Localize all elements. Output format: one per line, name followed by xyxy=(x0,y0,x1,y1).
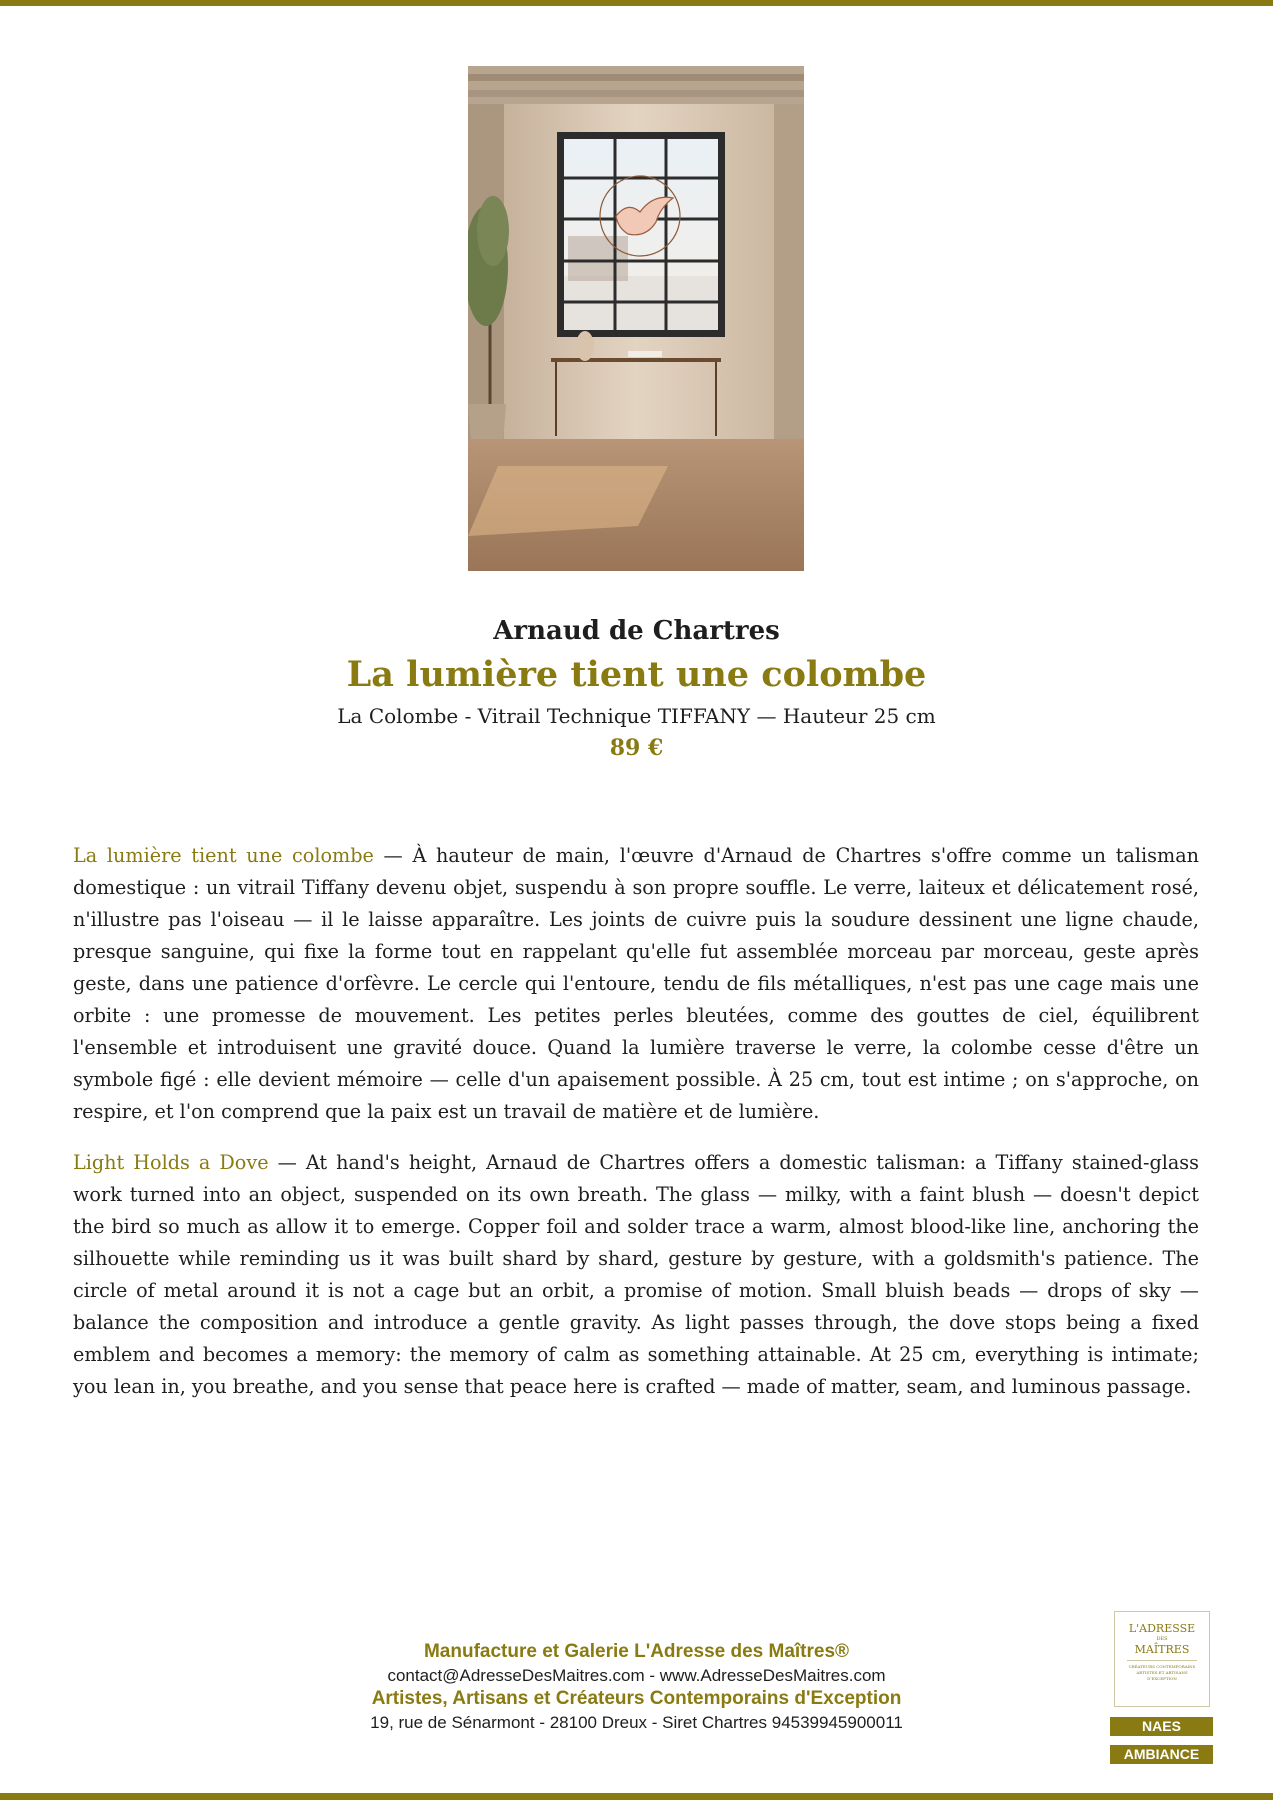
description-en-text: — At hand's height, Arnaud de Chartres offers a domestic talisman: a Tiffany stained-glass work turned into an object, suspended on its own breath. The glass — milky, with a faint blush — doesn't depict the bird so much as allow it to emerge. Copper foil and solder trace a warm, almost blood-like line, anchoring the silhouette while reminding us it was built shard by shard, gesture by gesture, with a goldsmith's patience. The circle of metal around it is not a cage but an orbit, a promise of motion. Small bluish beads — drops of sky — balance the composition and introduce a gentle gravity. As light passes through, the dove stops being a fixed emblem and becomes a memory: the memory of calm as something attainable. At 25 cm, everything is intimate; you lean in, you breathe, and you sense that peace here is crafted — made of matter, seam, and luminous passage. xyxy=(73,1151,1199,1398)
footer-contact: contact@AdresseDesMaitres.com - www.AdresseDesMaitres.com xyxy=(387,1666,886,1685)
footer-tagline: Artistes, Artisans et Créateurs Contemporains d'Exception xyxy=(371,1688,902,1709)
logo-des: DES xyxy=(1156,1636,1168,1642)
logo-line2: MAÎTRES xyxy=(1134,1643,1190,1656)
artist-name: Arnaud de Chartres xyxy=(493,616,780,646)
footer-address: 19, rue de Sénarmont - 28100 Dreux - Siret Chartres 94539945900011 xyxy=(370,1713,903,1732)
gallery-logo xyxy=(1114,1611,1210,1707)
footer xyxy=(300,1640,973,1734)
description-en-lead: Light Holds a Dove xyxy=(73,1151,269,1174)
tag-ambiance: AMBIANCE xyxy=(1110,1745,1213,1764)
logo-divider xyxy=(1127,1660,1197,1661)
artwork-title: La lumière tient une colombe xyxy=(346,654,927,695)
artwork-header xyxy=(0,612,1273,764)
description-en xyxy=(73,1147,1199,1403)
top-rule xyxy=(0,0,1273,6)
artwork-price: 89 € xyxy=(609,735,664,761)
artwork-subtitle: La Colombe - Vitrail Technique TIFFANY — Hauteur 25 cm xyxy=(337,704,936,728)
description-fr-text: — À hauteur de main, l'œuvre d'Arnaud de Chartres s'offre comme un talisman domestique : un vitrail Tiffany devenu objet, suspendu à son propre souffle. Le verre, laiteux et délicatement rosé, n'illustre pas l'oiseau — il le laisse apparaître. Les joints de cuivre puis la soudure dessinent une ligne chaude, presque sanguine, qui fixe la forme tout en rappelant qu'elle fut assemblée morceau par morceau, geste après geste, dans une patience d'orfèvre. Le cercle qui l'entoure, tendu de fils métalliques, n'est pas une cage mais une orbite : une promesse de mouvement. Les petites perles bleutées, comme des gouttes de ciel, équilibrent l'ensemble et introduisent une gravité douce. Quand la lumière traverse le verre, la colombe cesse d'être un symbole figé : elle devient mémoire — celle d'un apaisement possible. À 25 cm, tout est intime ; on s'approche, on respire, et l'on comprend que la paix est un travail de matière et de lumière. xyxy=(73,844,1199,1123)
bottom-rule xyxy=(0,1793,1273,1800)
artwork-image xyxy=(468,66,804,571)
description-fr-lead: La lumière tient une colombe xyxy=(73,844,374,867)
description-fr xyxy=(73,840,1199,1128)
logo-line1: L'ADRESSE xyxy=(1128,1622,1196,1635)
tag-naes: NAES xyxy=(1110,1717,1213,1736)
logo-caption: CRÉATEURS CONTEMPORAINS ARTISTES ET ARTISANS D'EXCEPTION xyxy=(1128,1664,1196,1681)
footer-company: Manufacture et Galerie L'Adresse des Maîtres® xyxy=(423,1641,850,1662)
